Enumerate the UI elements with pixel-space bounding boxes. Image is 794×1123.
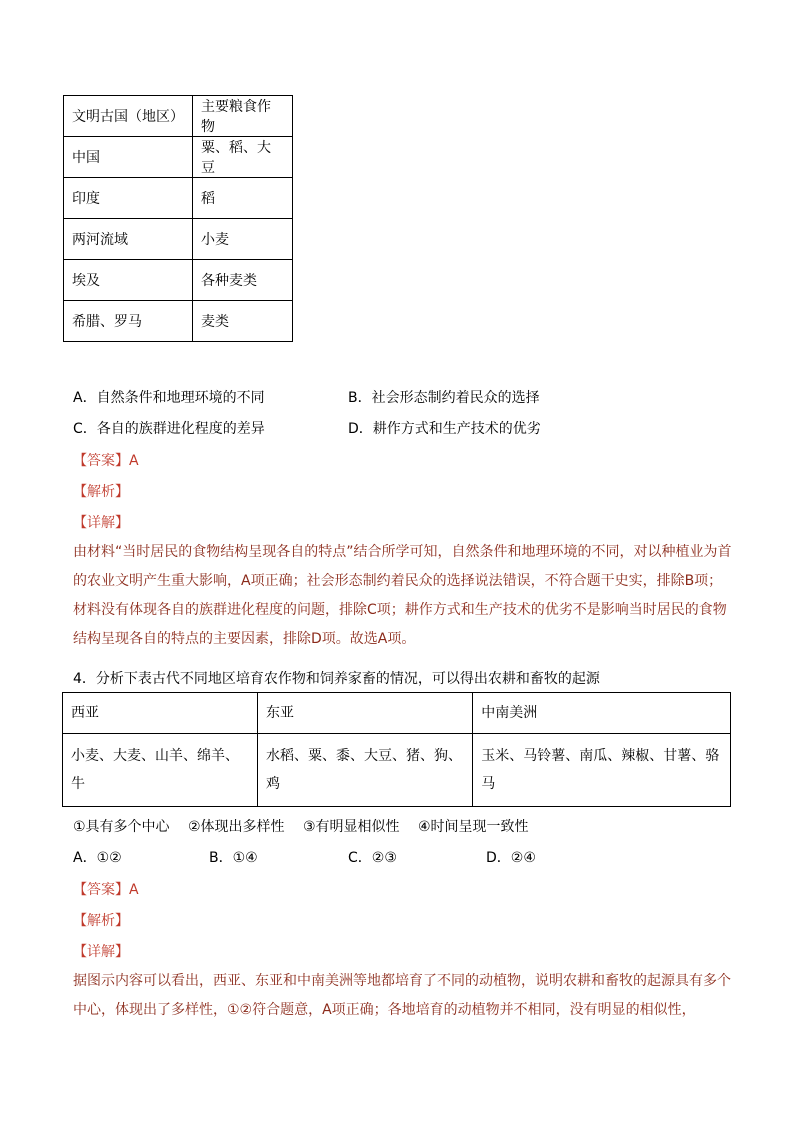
table-row bbox=[64, 301, 293, 342]
table-header-cell: 西亚 bbox=[63, 693, 258, 734]
table-header-cell: 东亚 bbox=[258, 693, 473, 734]
table-cell: 小麦 bbox=[193, 219, 293, 260]
question-text: 4．分析下表古代不同地区培育农作物和饲养家畜的情况，可以得出农耕和畜牧的起源 bbox=[73, 671, 600, 687]
option-a: A．自然条件和地理环境的不同 bbox=[73, 390, 265, 406]
option-a: A．①② bbox=[73, 850, 122, 866]
option-b: B．①④ bbox=[209, 850, 258, 866]
table-cell: 稻 bbox=[193, 178, 293, 219]
option-d: D．耕作方式和生产技术的优劣 bbox=[348, 421, 541, 437]
table-cell: 各种麦类 bbox=[193, 260, 293, 301]
table-row bbox=[63, 734, 731, 807]
analysis-label: 【解析】 bbox=[73, 484, 129, 500]
crops-table bbox=[63, 95, 293, 342]
table-cell: 水稻、粟、黍、大豆、猪、狗、鸡 bbox=[258, 734, 473, 807]
option-c: C．②③ bbox=[348, 850, 397, 866]
detail-label: 【详解】 bbox=[73, 515, 129, 531]
table-header-cell: 中南美洲 bbox=[473, 693, 731, 734]
table-row bbox=[64, 178, 293, 219]
table-cell: 麦类 bbox=[193, 301, 293, 342]
table-row bbox=[64, 219, 293, 260]
detail-paragraph: 由材料“当时居民的食物结构呈现各自的特点”结合所学可知，自然条件和地理环境的不同，对以种植业为首的农业文明产生重大影响，A项正确；社会形态制约着民众的选择说法错误，不符合题干史实，排除B项；材料没有体现各自的族群进化程度的问题，排除C项；耕作方式和生产技术的优劣不是影响当时居民的食物结构呈现各自的特点的主要因素，排除D项。故选A项。 bbox=[73, 544, 732, 647]
table-header-row bbox=[63, 693, 731, 734]
detail-label: 【详解】 bbox=[73, 944, 129, 960]
option-b: B．社会形态制约着民众的选择 bbox=[348, 390, 540, 406]
answer-label: 【答案】A bbox=[73, 882, 139, 898]
table-row bbox=[64, 260, 293, 301]
option-d: D．②④ bbox=[486, 850, 536, 866]
table-cell: 粟、稻、大豆 bbox=[193, 137, 293, 178]
table-cell: 希腊、罗马 bbox=[64, 301, 193, 342]
table-cell: 玉米、马铃薯、南瓜、辣椒、甘薯、骆马 bbox=[473, 734, 731, 807]
table-cell: 两河流域 bbox=[64, 219, 193, 260]
statements: ①具有多个中心 ②体现出多样性 ③有明显相似性 ④时间呈现一致性 bbox=[73, 819, 529, 835]
table-header-cell: 文明古国（地区） bbox=[64, 96, 193, 137]
table-header-row bbox=[64, 96, 293, 137]
analysis-label: 【解析】 bbox=[73, 913, 129, 929]
origins-table bbox=[62, 692, 731, 807]
table-cell: 埃及 bbox=[64, 260, 193, 301]
answer-label: 【答案】A bbox=[73, 453, 139, 469]
table-cell: 中国 bbox=[64, 137, 193, 178]
table-cell: 印度 bbox=[64, 178, 193, 219]
option-c: C．各自的族群进化程度的差异 bbox=[73, 421, 265, 437]
detail-paragraph: 据图示内容可以看出，西亚、东亚和中南美洲等地都培育了不同的动植物，说明农耕和畜牧的起源具有多个中心，体现出了多样性，①②符合题意，A项正确；各地培育的动植物并不相同，没有明显的相似性， bbox=[73, 973, 731, 1018]
table-header-cell: 主要粮食作物 bbox=[193, 96, 293, 137]
table-row bbox=[64, 137, 293, 178]
table-cell: 小麦、大麦、山羊、绵羊、牛 bbox=[63, 734, 258, 807]
